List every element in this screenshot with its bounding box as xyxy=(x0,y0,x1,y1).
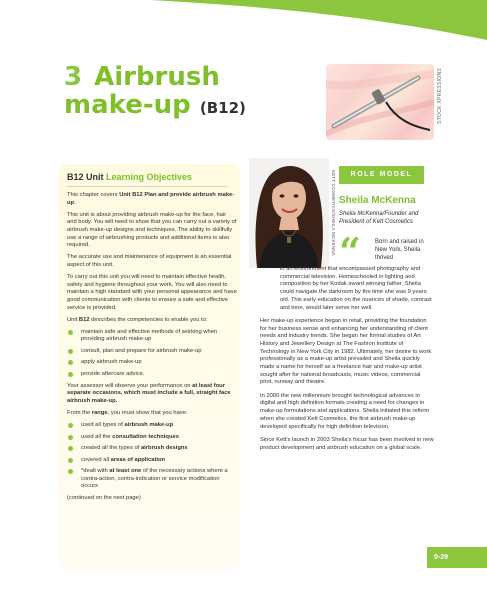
heading-divider xyxy=(67,186,227,187)
objectives-label: Learning Objectives xyxy=(106,172,193,182)
competency-text: consult, plan and prepare for airbrush make-up xyxy=(81,347,202,354)
list-item xyxy=(67,457,237,465)
range-list xyxy=(67,422,237,490)
bullet-icon xyxy=(68,469,73,474)
assessment-text: Your assessor will observe your performance on xyxy=(67,382,193,389)
assessment-paragraph xyxy=(67,383,237,406)
top-green-swoosh xyxy=(0,0,487,40)
role-model-biography xyxy=(260,266,434,458)
list-item xyxy=(67,359,237,367)
chapter-number: 3 xyxy=(64,62,83,92)
intro-text: This chapter covers xyxy=(67,192,120,198)
competencies-intro-a: Unit xyxy=(67,316,79,323)
sheila-mckenna-portrait xyxy=(249,158,329,268)
bio-paragraph-4: Since Kett's launch in 2003 Sheila's focus has been involved in new product development and airbrush education on a global scale. xyxy=(260,436,434,451)
list-item xyxy=(67,371,237,379)
bio-paragraph-1: in an environment that encompassed photography and commercial television. Homeschooled in lighting and composition by her Kodak award winning father, Sheila could navigate the darkroom by the time she was 9 years old. This early education on the nuances of shade, contrast and tone, would later serve her well. xyxy=(280,266,432,311)
airbrush-photo xyxy=(326,64,434,140)
bio-paragraph-2: Her make-up experience began in retail, providing the foundation for her business sense and enhancing her understanding of client needs and industry trends. She began her formal studies of Art History and Jewellery Design at The Fashion Institute of Technology in New York City in 1982. Ultimately, her desire to work professionally as a make-up artist prevailed and Sheila quickly made a name for herself as a freelance hair and make-up artist sought after for national broadcasts, music videos, commercial print, runway and theatre. xyxy=(260,317,432,386)
range-keyword: range xyxy=(91,410,108,417)
portrait-credit: KETT COSMETICS/SHEILA MCKENNA xyxy=(331,170,336,256)
list-item xyxy=(67,329,237,344)
competency-text: maintain safe and effective methods of working when providing airbrush make-up xyxy=(81,328,218,343)
range-rest: of the necessary actions where a contra-action, contra-indication or service modification occurs xyxy=(81,467,228,490)
quote-mark-icon: “ xyxy=(339,229,361,274)
range-intro-c: , you must show that you have: xyxy=(107,410,188,417)
competency-text: apply airbrush make-up xyxy=(81,359,142,366)
unit-code: (B12) xyxy=(199,99,246,117)
bullet-icon xyxy=(68,446,73,451)
chapter-title-line1: Airbrush xyxy=(94,62,220,92)
intro-unit-name: Unit B12 Plan and provide airbrush make-up xyxy=(67,192,235,206)
range-text: covered all xyxy=(81,456,111,463)
quote-opening: Born and raised in New York, Sheila thrived xyxy=(375,239,424,261)
bio-paragraph-3: In 2000 the new millennium brought technological advances in digital and high definition formats creating a need for changes in make-up formulations and applications. Sheila initiated this reform when she created Kett Cosmetics, the first airbrush make-up developed specifically for high definition television. xyxy=(260,392,430,430)
bullet-icon xyxy=(68,372,73,377)
chapter-title-line2: make-up xyxy=(64,90,191,120)
competency-text: provide aftercare advice. xyxy=(81,370,145,377)
competencies-intro xyxy=(67,317,237,325)
portrait-illustration xyxy=(249,158,329,268)
unit-description: This unit is about providing airbrush make-up for the face, hair and body. You will need to show that you can carry out a variety of airbrush make-up designs and techniques. The ability to skillfully use a range of airbrushing products and additional items is also required. xyxy=(67,211,237,249)
intro-end: . xyxy=(74,199,76,206)
list-item xyxy=(67,422,237,430)
learning-objectives-text xyxy=(67,192,237,508)
bullet-icon xyxy=(68,360,73,365)
health-safety-note: To carry out this unit you will need to maintain effective health, safety and hygiene throughout your work. You will also need to maintain a high standard with your personal appearance and have good communication with clients to ensure a safe and effective service is provided. xyxy=(67,274,237,311)
range-text: *dealt with xyxy=(81,467,110,474)
learning-objectives-heading xyxy=(67,172,192,182)
bullet-icon xyxy=(68,423,73,428)
airbrush-gun-illustration xyxy=(326,64,434,140)
range-intro xyxy=(67,410,237,418)
page-number: 0-29 xyxy=(427,547,487,568)
competencies-intro-unit: B12 xyxy=(78,316,90,323)
list-item xyxy=(67,348,237,356)
competencies-list xyxy=(67,329,237,378)
role-model-header: ROLE MODEL xyxy=(339,166,424,184)
range-text: used all types of xyxy=(81,422,125,429)
list-item xyxy=(67,468,237,491)
range-bold: airbrush make-up xyxy=(124,422,174,429)
role-model-name: Sheila McKenna xyxy=(339,195,416,206)
intro-paragraph xyxy=(67,192,237,207)
bullet-icon xyxy=(68,435,73,440)
list-item xyxy=(67,445,237,453)
competencies-intro-c: describes the competencies to enable you to: xyxy=(89,316,208,323)
range-bold: airbrush designs xyxy=(140,445,188,452)
list-item xyxy=(67,434,237,442)
continued-note: (continued on the next page) xyxy=(67,495,141,502)
equipment-note: The accurate use and maintenance of equipment is an essential aspect of this unit. xyxy=(67,254,232,268)
range-bold: consultation techniques xyxy=(112,433,179,440)
photo-credit: STOCK XPRESSIONS xyxy=(437,68,443,124)
range-intro-a: From the xyxy=(67,410,92,417)
range-bold: areas of application xyxy=(110,456,166,463)
chapter-title xyxy=(64,63,246,122)
bullet-icon xyxy=(68,458,73,463)
range-bold: at least one xyxy=(109,467,142,474)
range-text: created all the types of xyxy=(81,445,141,452)
unit-label: B12 Unit xyxy=(67,172,104,182)
bullet-icon xyxy=(68,330,73,335)
range-text: used all the xyxy=(81,433,113,440)
role-model-title: Sheila McKenna/Founder and President of Kett Cosmetics xyxy=(339,211,419,225)
assessment-requirement: at least four separate occasions, which must include a full, straight face airbrush make-up. xyxy=(67,382,231,405)
bullet-icon xyxy=(68,349,73,354)
